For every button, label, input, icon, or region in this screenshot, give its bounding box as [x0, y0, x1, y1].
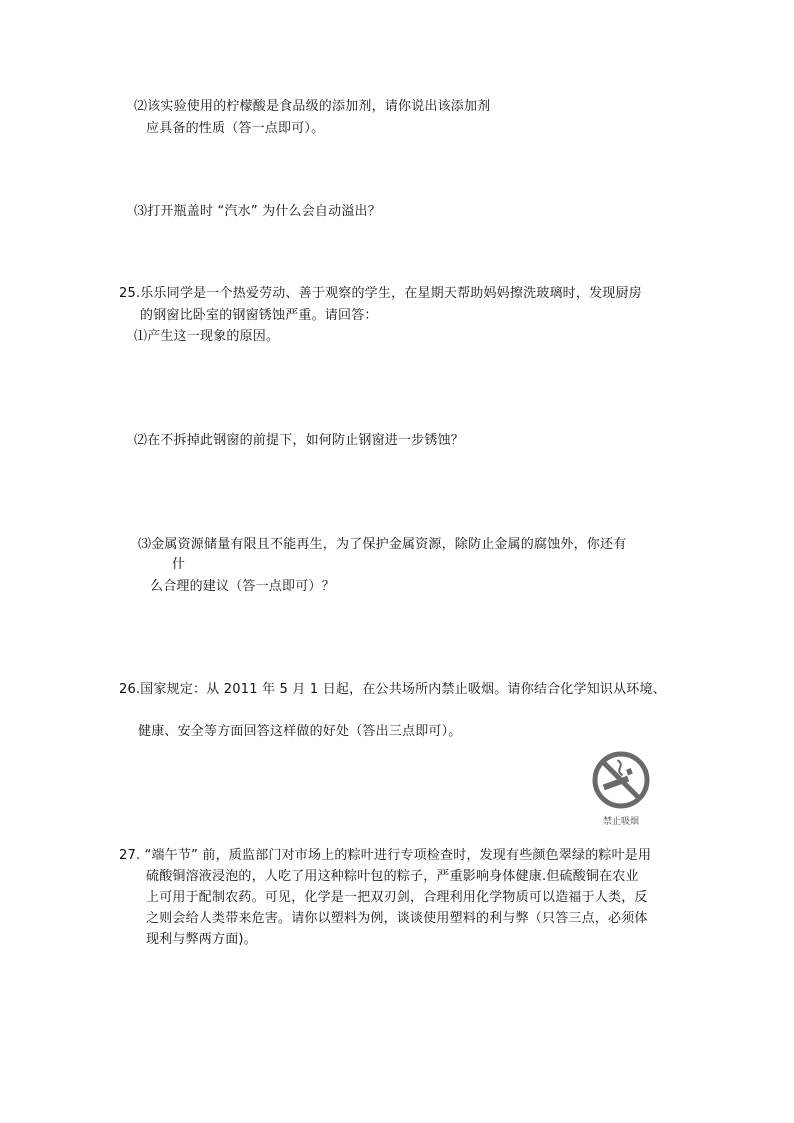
- q27-line2: 硫酸铜溶液浸泡的，人吃了用这种粽叶包的粽子，严重影响身体健康.但硫酸铜在农业: [146, 869, 639, 884]
- q25-part2: ⑵在不拆掉此钢窗的前提下，如何防止钢窗进一步锈蚀？: [134, 433, 465, 448]
- q27-line5: 现利与弊两方面)。: [146, 932, 257, 947]
- q24-part2-line2: 应具备的性质（答一点即可）。: [146, 121, 325, 136]
- q24-part2-line1: ⑵该实验使用的柠檬酸是食品级的添加剂，请你说出该添加剂: [134, 99, 491, 114]
- q27-line1: 27. “端午节” 前，质监部门对市场上的粽叶进行专项检查时，发现有些颜色翠绿的粽叶是用: [119, 848, 652, 863]
- q26-line1: 26.国家规定：从 2011 年 5 月 1 日起，在公共场所内禁止吸烟。请你结合化学知识从环境、: [119, 682, 666, 697]
- no-smoking-sign: [583, 750, 659, 832]
- no-smoking-icon: [583, 750, 659, 814]
- q25-part1: ⑴产生这一现象的原因。: [134, 329, 280, 344]
- q26-line2: 健康、安全等方面回答这样做的好处（答出三点即可）。: [138, 724, 462, 739]
- q27-line4: 之则会给人类带来危害。请你以塑料为例，谈谈使用塑料的利与弊（只答三点，必须体: [146, 911, 648, 926]
- q25-part3-line2: 什: [172, 557, 186, 572]
- q24-part3-line1: ⑶打开瓶盖时 “汽水” 为什么会自动溢出？: [134, 204, 381, 219]
- no-smoking-label: 禁止吸烟: [602, 817, 639, 827]
- q25-part3-line1: ⑶金属资源储量有限且不能再生，为了保护金属资源，除防止金属的腐蚀外，你还有: [138, 537, 627, 552]
- q25-stem-line1: 25.乐乐同学是一个热爱劳动、善于观察的学生，在星期天帮助妈妈擦洗玻璃时，发现厨房: [119, 286, 642, 301]
- q25-stem-line2: 的钢窗比卧室的钢窗锈蚀严重。请回答：: [140, 308, 378, 323]
- q25-part3-line3: 么合理的建议（答一点即可）？: [150, 579, 335, 594]
- q27-line3: 上可用于配制农药。可见，化学是一把双刃剑，合理利用化学物质可以造福于人类，反: [146, 890, 648, 905]
